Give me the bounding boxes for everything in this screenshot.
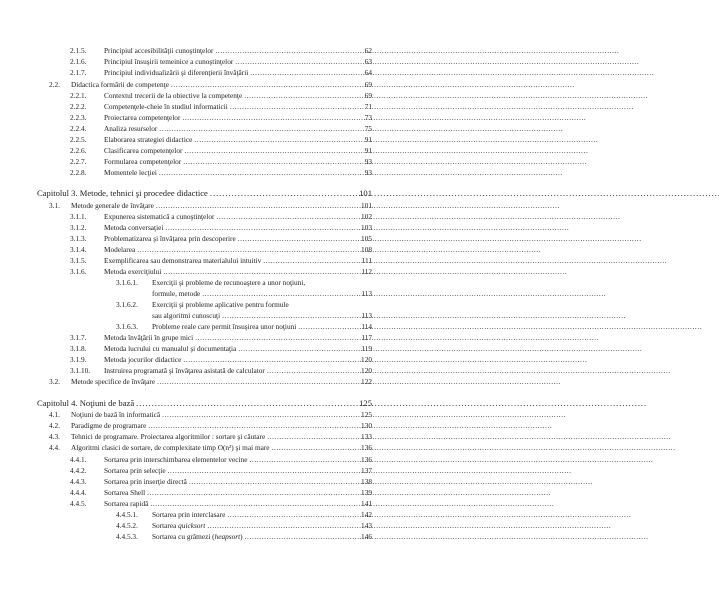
toc-entry-page: 105 <box>361 234 372 243</box>
toc-entry <box>70 344 372 353</box>
toc-entry-title: Algoritmi clasici de sortare, de complexitate timp O(n²) şi mai mare <box>71 443 270 452</box>
toc-entry-title: Didactica formării de competenţe <box>71 80 169 89</box>
toc-entry-number: 2.2.5. <box>70 135 87 144</box>
toc-entry-page: 130 <box>361 421 372 430</box>
toc-entry-title: Paradigme de programare <box>71 421 147 430</box>
toc-entry-title: Metoda exerciţiului <box>104 267 162 276</box>
toc-entry <box>116 532 372 541</box>
toc-entry-title: Metoda lucrului cu manualul şi documentaţia <box>104 344 237 353</box>
toc-entry-title: formule, metode <box>152 289 201 298</box>
toc-entry-number: 4.4.1. <box>70 455 87 464</box>
toc-entry <box>116 278 372 287</box>
toc-entry <box>70 124 372 133</box>
toc-entry-number: 4.4.5.2. <box>116 521 138 530</box>
toc-entry-title: Sortarea cu grămezi (heapsort) <box>152 532 243 541</box>
toc-entry-page: 64 <box>364 68 372 77</box>
toc-entry <box>70 212 372 221</box>
toc-entry-page: 102 <box>361 212 372 221</box>
toc-entry-page: 143 <box>361 521 372 530</box>
toc-entry-page: 91 <box>364 146 372 155</box>
dot-leader <box>263 256 358 265</box>
toc-entry-number: 3.1.6.2. <box>116 300 138 309</box>
toc-entry-title: Metode generale de învăţare <box>71 201 154 210</box>
toc-entry-number: 3.1.6. <box>70 267 87 276</box>
dot-leader <box>136 398 357 408</box>
toc-entry <box>49 443 372 452</box>
toc-entry-number: 3.1.2. <box>70 223 87 232</box>
toc-entry-number: 3.1.7. <box>70 333 87 342</box>
toc-entry <box>70 488 372 497</box>
toc-entry <box>70 102 372 111</box>
toc-entry-page: 103 <box>361 223 372 232</box>
toc-entry-number: 3.1.4. <box>70 245 87 254</box>
toc-entry-page: 141 <box>361 499 372 508</box>
toc-entry-title: sau algoritmi cunoscuţi <box>152 311 221 320</box>
toc-entry-page: 125 <box>359 398 372 408</box>
dot-leader <box>159 124 358 133</box>
toc-entry-title: Sortarea prin selecţie <box>104 466 166 475</box>
toc-entry <box>70 113 372 122</box>
toc-entry-title: Sortarea Shell <box>104 488 146 497</box>
toc-entry-title: Metoda jocurilor didactice <box>104 355 182 364</box>
toc-entry-number: 4.4.4. <box>70 488 87 497</box>
toc-entry <box>70 57 372 66</box>
toc-entry-page: 93 <box>364 157 372 166</box>
toc-entry-page: 125 <box>361 410 372 419</box>
toc-entry-title: Expunerea sistematică a cunoştinţelor <box>104 212 215 221</box>
toc-entry-number: 2.1.7. <box>70 68 87 77</box>
toc-entry-number: 2.2.4. <box>70 124 87 133</box>
toc-entry-number: 4.4.3. <box>70 477 87 486</box>
dot-leader <box>147 488 358 497</box>
toc-entry-page: 137 <box>361 466 372 475</box>
toc-entry-page: 75 <box>364 124 372 133</box>
toc-entry-title: Analiza resurselor <box>104 124 158 133</box>
toc-entry-number: 3.1.3. <box>70 234 87 243</box>
toc-entry-title: Instruirea programată şi învăţarea asistată de calculator <box>104 366 265 375</box>
toc-entry <box>70 366 372 375</box>
toc-entry-title: Problematizarea şi învăţarea prin descoperire <box>104 234 236 243</box>
dot-leader <box>184 146 358 155</box>
toc-entry-page: 119 <box>361 344 372 353</box>
dot-leader <box>171 80 358 89</box>
dot-leader <box>250 68 358 77</box>
toc-entry <box>70 223 372 232</box>
toc-entry-number: 2.2.6. <box>70 146 87 155</box>
toc-entry-title: Metoda învăţării în grupe mici <box>104 333 194 342</box>
toc-entry <box>70 234 372 243</box>
dot-leader <box>230 102 358 111</box>
toc-entry-title: Principiul accesibilităţii cunoştinţelor <box>104 46 214 55</box>
dot-leader <box>162 410 358 419</box>
toc-entry-page: 120 <box>361 355 372 364</box>
toc-entry <box>49 432 372 441</box>
toc-entry-page: 136 <box>361 455 372 464</box>
toc-entry-title: Contextul trecerii de la obiective la competenţe <box>104 91 243 100</box>
dot-leader <box>182 113 358 122</box>
toc-entry-number: 3.1.10. <box>70 366 91 375</box>
toc-entry-title: Probleme reale care permit însuşirea unor noţiuni <box>152 322 297 331</box>
dot-leader <box>195 333 358 342</box>
toc-entry-number: 2.1.6. <box>70 57 87 66</box>
toc-entry-title: Formularea competenţelor <box>104 157 182 166</box>
toc-entry-number: 3.1.6.3. <box>116 322 138 331</box>
toc-entry-number: 3.1.8. <box>70 344 87 353</box>
toc-entry-title: Principiul individualizării şi diferenţierii învăţării <box>104 68 249 77</box>
toc-entry-number: 4.4. <box>49 443 60 452</box>
toc-entry-number: 4.2. <box>49 421 60 430</box>
toc-entry-number: 3.2. <box>49 377 60 386</box>
toc-entry-number: 3.1.5. <box>70 256 87 265</box>
dot-leader <box>165 223 358 232</box>
dot-leader <box>249 455 358 464</box>
toc-chapter-entry <box>37 398 372 408</box>
toc-entry-page: 111 <box>361 256 372 265</box>
dot-leader <box>298 322 358 331</box>
toc-entry <box>49 80 372 89</box>
dot-leader <box>245 532 358 541</box>
toc-entry-page: 114 <box>361 322 372 331</box>
toc-entry-page: 133 <box>361 432 372 441</box>
toc-entry-title: Sortarea prin inserţie directă <box>104 477 187 486</box>
toc-entry <box>70 466 372 475</box>
toc-entry-title: Noţiuni de bază în informatică <box>71 410 161 419</box>
toc-entry-page: 108 <box>361 245 372 254</box>
toc-entry-number: 4.4.5.3. <box>116 532 138 541</box>
toc-entry-page: 142 <box>361 510 372 519</box>
dot-leader <box>235 57 358 66</box>
toc-entry-page: 113 <box>361 289 372 298</box>
toc-entry-number: 3.1.6.1. <box>116 278 138 287</box>
toc-entry-title: Sortarea prin interclasare <box>152 510 226 519</box>
toc-entry <box>116 510 372 519</box>
toc-entry-number: 2.2.2. <box>70 102 87 111</box>
toc-entry-page: 120 <box>361 366 372 375</box>
toc-entry-number: 3.1.1. <box>70 212 87 221</box>
toc-entry-page: 71 <box>364 102 372 111</box>
toc-entry-page: 73 <box>364 113 372 122</box>
toc-entry-number: 3.1. <box>49 201 60 210</box>
dot-leader <box>163 267 358 276</box>
dot-leader <box>216 212 358 221</box>
toc-entry <box>70 267 372 276</box>
toc-entry-number: 2.1.5. <box>70 46 87 55</box>
dot-leader <box>202 289 358 298</box>
toc-entry <box>70 499 372 508</box>
toc-entry <box>70 333 372 342</box>
dot-leader <box>227 510 358 519</box>
dot-leader <box>183 355 358 364</box>
toc-entry-title: Competenţele-cheie în studiul informaticii <box>104 102 228 111</box>
toc-entry <box>116 300 372 309</box>
toc-entry-number: 4.4.2. <box>70 466 87 475</box>
dot-leader <box>267 432 358 441</box>
toc-entry-page: 113 <box>361 311 372 320</box>
toc-entry-number: 2.2.8. <box>70 168 87 177</box>
toc-entry-title: Momentele lecţiei <box>104 168 157 177</box>
toc-entry <box>70 146 372 155</box>
toc-entry <box>70 135 372 144</box>
toc-entry-page: 62 <box>364 46 372 55</box>
dot-leader <box>207 521 358 530</box>
toc-entry <box>152 289 372 298</box>
toc-entry <box>116 521 372 530</box>
toc-entry <box>70 355 372 364</box>
toc-entry-page: 138 <box>361 477 372 486</box>
dot-leader <box>238 234 358 243</box>
dot-leader <box>157 377 358 386</box>
toc-entry <box>70 455 372 464</box>
toc-entry <box>152 311 372 320</box>
toc-entry-title: Modelarea <box>104 245 136 254</box>
dot-leader <box>189 477 358 486</box>
toc-entry-title: Capitolul 3. Metode, tehnici şi procedee didactice <box>37 188 208 198</box>
toc-entry-title: Elaborarea strategiei didactice <box>104 135 193 144</box>
dot-leader <box>148 421 358 430</box>
toc-entry-number: 4.4.5.1. <box>116 510 138 519</box>
toc-entry-page: 101 <box>361 201 372 210</box>
toc-entry <box>116 322 372 331</box>
dot-leader <box>222 311 358 320</box>
dot-leader <box>267 366 358 375</box>
toc-entry-page: 136 <box>361 443 372 452</box>
dot-leader <box>272 443 358 452</box>
toc-entry <box>49 377 372 386</box>
toc-entry-number: 4.1. <box>49 410 60 419</box>
toc-entry <box>70 91 372 100</box>
toc-entry-page: 91 <box>364 135 372 144</box>
toc-chapter-entry <box>37 188 372 198</box>
toc-entry-page: 112 <box>361 267 372 276</box>
toc-entry-number: 4.4.5. <box>70 499 87 508</box>
dot-leader <box>210 188 357 198</box>
toc-entry-title: Capitolul 4. Noţiuni de bază <box>37 398 135 408</box>
toc-entry-title: Sortarea quicksort <box>152 521 206 530</box>
toc-entry <box>70 256 372 265</box>
toc-entry <box>70 477 372 486</box>
toc-entry-page: 122 <box>361 377 372 386</box>
toc-entry <box>70 157 372 166</box>
toc-entry-title: Sortarea rapidă <box>104 499 149 508</box>
toc-entry-title: Exemplificarea sau demonstrarea materialului intuitiv <box>104 256 262 265</box>
toc-entry-title: Clasificarea competenţelor <box>104 146 183 155</box>
toc-entry <box>70 245 372 254</box>
toc-entry-title: Principiul însuşirii temeinice a cunoştinţelor <box>104 57 234 66</box>
toc-entry-title: Metoda conversaţiei <box>104 223 164 232</box>
toc-entry-page: 69 <box>364 80 372 89</box>
dot-leader <box>244 91 358 100</box>
toc-entry-number: 2.2.3. <box>70 113 87 122</box>
toc-entry-page: 139 <box>361 488 372 497</box>
toc-entry-page: 101 <box>359 188 372 198</box>
dot-leader <box>137 245 358 254</box>
toc-entry <box>49 201 372 210</box>
toc-entry-page: 63 <box>364 57 372 66</box>
toc-entry-page: 146 <box>361 532 372 541</box>
dot-leader <box>238 344 358 353</box>
toc-entry-number: 4.3. <box>49 432 60 441</box>
toc-entry-page: 117 <box>361 333 372 342</box>
toc-entry-number: 2.2.1. <box>70 91 87 100</box>
toc-entry <box>70 46 372 55</box>
toc-entry-title: Metode specifice de învăţare <box>71 377 156 386</box>
toc-entry-title: Exerciţii şi probleme aplicative pentru formule <box>152 300 289 309</box>
dot-leader <box>194 135 358 144</box>
toc-entry-title: Proiectarea competenţelor <box>104 113 181 122</box>
dot-leader <box>159 168 358 177</box>
toc-entry <box>70 68 372 77</box>
toc-entry <box>49 421 372 430</box>
dot-leader <box>156 201 358 210</box>
toc-entry-title: Exerciţii şi probleme de recunoaştere a unor noţiuni, <box>152 278 306 287</box>
toc-entry-page: 93 <box>364 168 372 177</box>
toc-entry-page: 69 <box>364 91 372 100</box>
dot-leader <box>168 466 358 475</box>
dot-leader <box>150 499 358 508</box>
toc-entry-number: 2.2.7. <box>70 157 87 166</box>
dot-leader <box>215 46 358 55</box>
toc-entry <box>70 168 372 177</box>
toc-entry-number: 3.1.9. <box>70 355 87 364</box>
toc-entry-title: Sortarea prin interschimbarea elementelor vecine <box>104 455 248 464</box>
toc-entry <box>49 410 372 419</box>
toc-entry-title: Tehnici de programare. Proiectarea algoritmilor : sortare şi căutare <box>71 432 266 441</box>
dot-leader <box>183 157 358 166</box>
toc-entry-number: 2.2. <box>49 80 60 89</box>
